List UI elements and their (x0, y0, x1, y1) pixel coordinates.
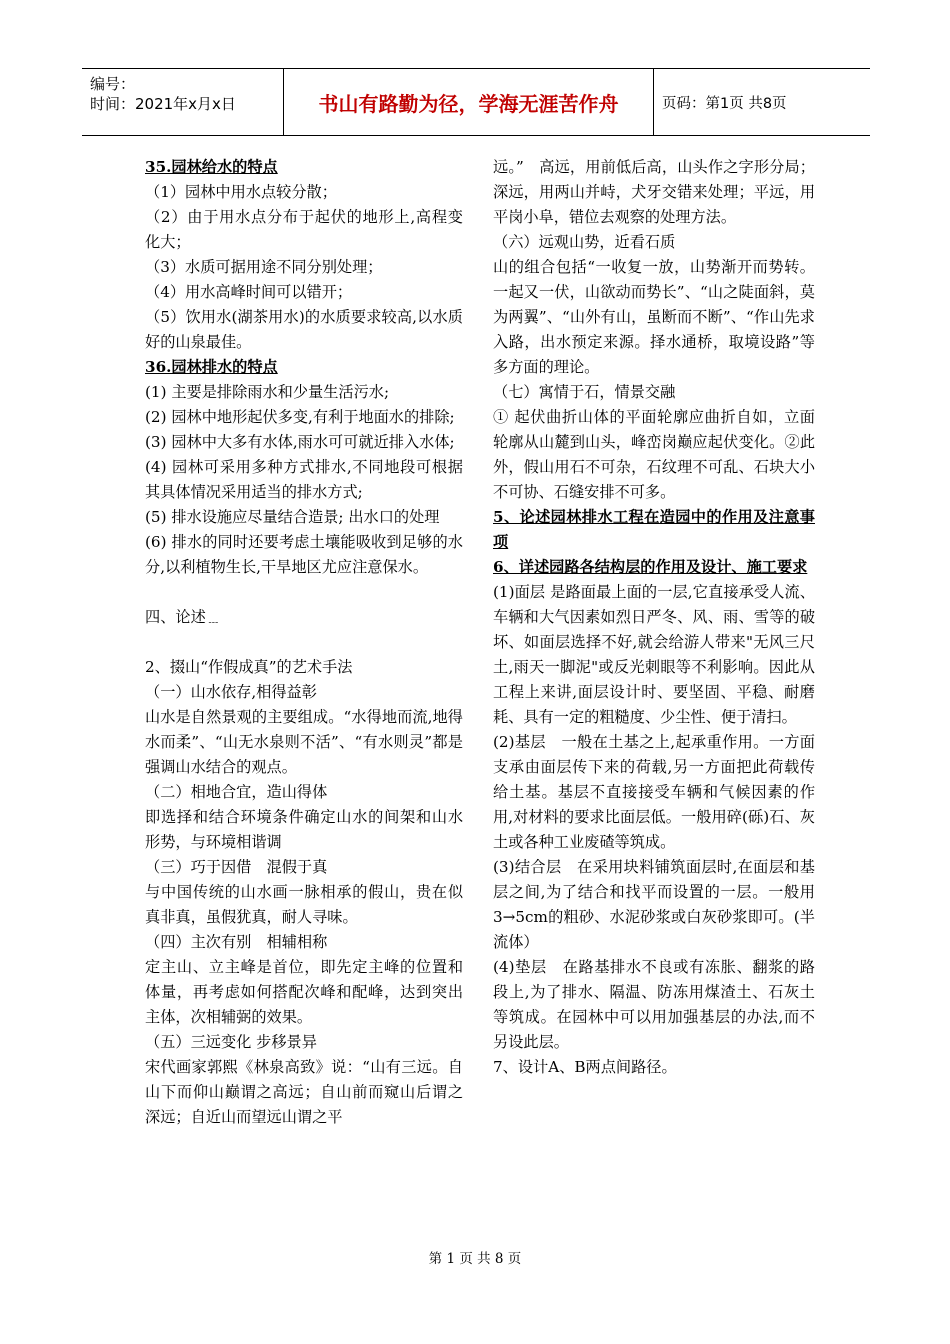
paragraph: (4)垫层 在路基排水不良或有冻胀、翻浆的路段上,为了排水、隔温、防冻用煤渣土、石灰土等筑成。在园林中可以用加强基层的办法,而不另设此层。 (493, 958, 815, 1051)
paragraph: (2)基层 一般在土基之上,起承重作用。一方面支承由面层传下来的荷载,另一方面把此荷载传给土基。基层不直接接受车辆和气候因素的作用,对材料的要求比面层低。一般用碎(砾)石、灰土或各种工业废碴等筑成。 (493, 733, 815, 851)
paragraph: （二）相地合宜，造山得体 (145, 783, 328, 801)
paragraph: (6) 排水的同时还要考虑土壤能吸收到足够的水分,以利植物生长,干旱地区尤应注意保水。 (145, 533, 463, 576)
paragraph: (2) 园林中地形起伏多变,有利于地面水的排除; (145, 408, 455, 426)
section-heading: 36.园林排水的特点 (145, 358, 278, 376)
section-heading: 5、论述园林排水工程在造园中的作用及注意事项 (493, 508, 815, 551)
page-footer: 第 1 页 共 8 页 (428, 1251, 522, 1267)
paragraph: (5) 排水设施应尽量结合造景; 出水口的处理 (145, 508, 440, 526)
paragraph: (3)结合层 在采用块料铺筑面层时,在面层和基层之间,为了结合和找平而设置的一层。一般用3→5cm的粗砂、水泥砂浆或白灰砂浆即可。(半流体） (493, 858, 815, 951)
paragraph: 山水是自然景观的主要组成。“水得地而流,地得水而柔”、“山无水泉则不活”、“有水则灵”都是强调山水结合的观点。 (145, 708, 463, 776)
paragraph: （一）山水依存,相得益彰 (145, 683, 317, 701)
paragraph: 山的组合包括“一收复一放，山势渐开而势转。一起又一伏，山欲动而势长”、“山之陡面斜，莫为两翼”、“山外有山，虽断而不断”、“作山先求入路，出水预定来源。择水通桥，取境设路”等多方面的理论。 (493, 258, 815, 376)
paragraph: （3）水质可据用途不同分别处理； (145, 258, 383, 276)
paragraph: （三）巧于因借 混假于真 (145, 858, 328, 876)
paragraph: （七）寓情于石，情景交融 (493, 383, 676, 401)
paragraph: (1)面层 是路面最上面的一层,它直接承受人流、车辆和大气因素如烈日严冬、风、雨、雪等的破坏、如面层选择不好,就会给游人带来"无风三尺土,雨天一脚泥"或反光刺眼等不利影响。因此从工程上来讲,面层设计时、要坚固、平稳、耐磨耗、具有一定的粗糙度、少尘性、便于清扫。 (493, 583, 815, 726)
left-text-column (145, 155, 463, 1130)
paragraph: 四、论述﹍ (145, 608, 221, 626)
paragraph: ① 起伏曲折山体的平面轮廓应曲折自如，立面轮廓从山麓到山头，峰峦岗巅应起伏变化。②此外，假山用石不可杂，石纹理不可乱、石块大小不可协、石缝安排不可多。 (493, 408, 815, 501)
right-text-column (493, 155, 815, 1080)
header-meta-cell (82, 69, 284, 135)
blank-line (145, 580, 463, 605)
paragraph: （1）园林中用水点较分散； (145, 183, 337, 201)
paragraph: 定主山、立主峰是首位，即先定主峰的位置和体量，再考虑如何搭配次峰和配峰，达到突出主体，次相辅弼的效果。 (145, 958, 463, 1026)
paragraph: 与中国传统的山水画一脉相承的假山，贵在似真非真，虽假犹真，耐人寻味。 (145, 883, 463, 926)
section-heading: 6、详述园路各结构层的作用及设计、施工要求 (493, 558, 808, 576)
header-page-info: 页码：第1页 共8页 (662, 95, 787, 112)
paragraph: （四）主次有别 相辅相称 (145, 933, 328, 951)
page-header (82, 68, 870, 136)
paragraph: 远。” 高远，用前低后高，山头作之字形分局；深远，用两山并峙，犬牙交错来处理；平远，用平岗小阜，错位去观察的处理方法。 (493, 158, 815, 226)
paragraph: （5）饮用水(湖茶用水)的水质要求较高,以水质好的山泉最佳。 (145, 308, 463, 351)
paragraph: (1) 主要是排除雨水和少量生活污水; (145, 383, 390, 401)
paragraph: 即选择和结合环境条件确定山水的间架和山水形势，与环境相谐调 (145, 808, 463, 851)
paragraph: 7、设计A、B两点间路径。 (493, 1058, 677, 1076)
blank-line (145, 630, 463, 655)
paragraph: （2）由于用水点分布于起伏的地形上,高程变化大； (145, 208, 463, 251)
header-motto: 书山有路勤为径，学海无涯苦作舟 (284, 69, 654, 135)
paragraph: （六）远观山势，近看石质 (493, 233, 676, 251)
paragraph: （五）三远变化 步移景异 (145, 1033, 317, 1051)
paragraph: （4）用水高峰时间可以错开； (145, 283, 353, 301)
document-number-label: 编号： (90, 75, 136, 93)
paragraph: (4) 园林可采用多种方式排水,不同地段可根据其具体情况采用适当的排水方式; (145, 458, 463, 501)
paragraph: 宋代画家郭熙《林泉高致》说：“山有三远。自山下而仰山巅谓之高远；自山前而窥山后谓之深远；自近山而望远山谓之平 (145, 1058, 463, 1126)
paragraph: 2、掇山“作假成真”的艺术手法 (145, 658, 353, 676)
document-date-label: 时间：2021年x月x日 (90, 95, 236, 113)
paragraph: (3) 园林中大多有水体,雨水可可就近排入水体; (145, 433, 455, 451)
section-heading: 35.园林给水的特点 (145, 158, 278, 176)
